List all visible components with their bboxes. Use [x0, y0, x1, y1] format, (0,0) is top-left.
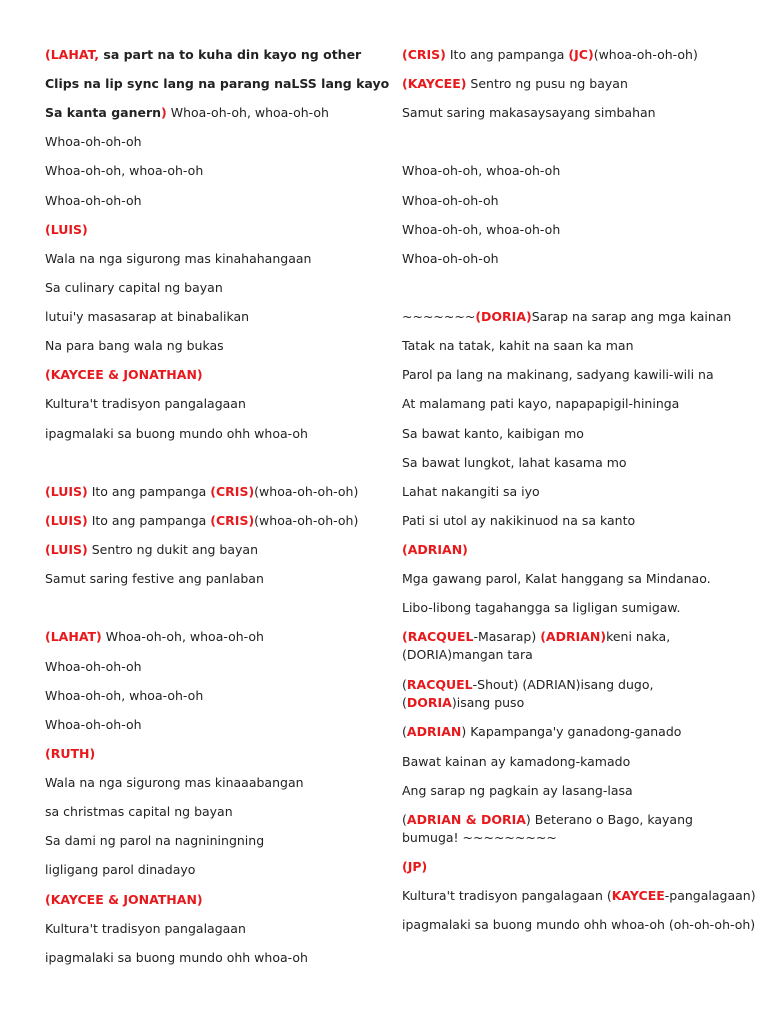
lyric-text: -Masarap) — [473, 629, 541, 644]
lyric-text: sa part na to kuha din kayo ng other — [103, 47, 362, 62]
lyric-line — [402, 395, 679, 413]
speaker-label: KAYCEE — [611, 888, 665, 903]
lyric-line — [45, 891, 203, 909]
speaker-label: (RUTH) — [45, 746, 96, 761]
lyric-text: Ang sarap ng pagkain ay lasang-lasa — [402, 783, 633, 798]
lyric-line — [45, 46, 361, 64]
lyric-text: keni naka, (DORIA)mangan tara — [402, 629, 671, 662]
lyric-text: ( — [402, 812, 407, 827]
lyric-line — [45, 425, 308, 443]
lyric-text: Clips na lip sync lang na parang naLSS lang kayo — [45, 76, 390, 91]
lyric-line — [402, 162, 560, 180]
lyric-text: Wala na nga sigurong mas kinahahangaan — [45, 251, 312, 266]
lyric-line — [45, 512, 358, 530]
lyric-line — [45, 716, 142, 734]
speaker-label: RACQUEL — [406, 677, 473, 692]
lyric-line — [45, 861, 195, 879]
speaker-label: (LUIS) — [45, 513, 88, 528]
speaker-label: (KAYCEE) — [402, 76, 467, 91]
speaker-label: (CRIS) — [402, 47, 446, 62]
lyric-line — [45, 395, 246, 413]
speaker-label: (LAHAT, — [45, 47, 104, 62]
lyric-text: Tatak na tatak, kahit na saan ka man — [402, 338, 634, 353]
lyric-text: Sa dami ng parol na nagniningning — [45, 833, 265, 848]
lyric-text: Whoa-oh-oh-oh — [45, 193, 142, 208]
lyric-line — [45, 949, 308, 967]
lyric-text: sa christmas capital ng bayan — [45, 804, 233, 819]
lyric-text: Whoa-oh-oh-oh — [45, 134, 142, 149]
lyric-line — [402, 192, 499, 210]
lyric-text: Samut saring makasaysayang simbahan — [402, 105, 656, 120]
lyric-text: Whoa-oh-oh, whoa-oh-oh — [101, 629, 264, 644]
speaker-label: (KAYCEE & JONATHAN) — [45, 367, 203, 382]
lyric-line — [402, 570, 711, 588]
lyric-line — [45, 920, 246, 938]
lyric-text: ( — [402, 677, 407, 692]
lyric-line — [402, 541, 468, 559]
speaker-label: (LUIS) — [45, 484, 88, 499]
lyric-text: Ito ang pampanga — [445, 47, 569, 62]
speaker-label: (LUIS) — [45, 222, 88, 237]
speaker-label: (RACQUEL — [402, 629, 474, 644]
speaker-label: (KAYCEE & JONATHAN) — [45, 892, 203, 907]
lyric-line — [45, 628, 264, 646]
speaker-label: (CRIS) — [210, 484, 255, 499]
lyric-line — [45, 832, 264, 850]
lyric-line — [45, 104, 329, 122]
lyric-line — [402, 337, 634, 355]
lyric-text: )isang puso — [451, 695, 525, 710]
lyric-text: ipagmalaki sa buong mundo ohh whoa-oh — [45, 950, 308, 965]
speaker-label: ADRIAN & DORIA — [406, 812, 526, 827]
lyric-line — [45, 483, 358, 501]
lyric-text: Whoa-oh-oh-oh — [402, 251, 499, 266]
lyric-text: Sa bawat lungkot, lahat kasama mo — [402, 455, 627, 470]
speaker-label: (CRIS) — [210, 513, 255, 528]
lyric-text: Whoa-oh-oh, whoa-oh-oh — [402, 163, 561, 178]
lyric-line — [45, 658, 142, 676]
lyric-text: Whoa-oh-oh-oh — [45, 717, 142, 732]
speaker-label: (LAHAT) — [45, 629, 102, 644]
lyric-text: ipagmalaki sa buong mundo ohh whoa-oh (oh-oh-oh-oh) — [402, 917, 756, 932]
lyric-line — [45, 337, 224, 355]
speaker-label: (LUIS) — [45, 542, 88, 557]
lyric-text: Kultura't tradisyon pangalagaan ( — [402, 888, 612, 903]
lyric-text: Ito ang pampanga — [87, 513, 211, 528]
lyric-text: Pati si utol ay nakikinuod na sa kanto — [402, 513, 636, 528]
lyric-line — [45, 774, 304, 792]
lyric-line — [402, 599, 680, 617]
lyric-line — [402, 366, 714, 384]
lyric-line — [402, 104, 656, 122]
lyric-text: Bawat kainan ay kamadong-kamado — [402, 754, 631, 769]
lyric-line — [45, 541, 258, 559]
speaker-label: (DORIA) — [475, 309, 532, 324]
lyric-line — [45, 745, 95, 763]
lyric-text: Whoa-oh-oh-oh — [402, 193, 499, 208]
lyric-text: Samut saring festive ang panlaban — [45, 571, 264, 586]
lyric-text: Wala na nga sigurong mas kinaaabangan — [45, 775, 304, 790]
lyric-line — [402, 723, 681, 741]
lyric-text: -pangalagaan) — [664, 888, 756, 903]
lyric-line — [402, 916, 755, 934]
lyric-text: (whoa-oh-oh-oh) — [593, 47, 698, 62]
lyric-text: ~~~~~~~ — [402, 309, 476, 324]
lyric-text: Sentro ng pusu ng bayan — [466, 76, 628, 91]
lyric-line — [45, 250, 311, 268]
lyric-line — [402, 782, 633, 800]
lyric-text: ipagmalaki sa buong mundo ohh whoa-oh — [45, 426, 308, 441]
lyric-line — [402, 512, 635, 530]
lyric-line — [45, 221, 88, 239]
lyric-line — [402, 46, 698, 64]
speaker-label: ADRIAN — [406, 724, 462, 739]
lyric-text: Sentro ng dukit ang bayan — [87, 542, 258, 557]
lyric-line — [402, 425, 584, 443]
lyric-text: ( — [402, 724, 407, 739]
lyric-text: Libo-libong tagahangga sa ligligan sumigaw. — [402, 600, 681, 615]
lyric-line — [45, 192, 142, 210]
lyric-text: Sarap na sarap ang mga kainan — [531, 309, 732, 324]
lyric-text: lutui'y masasarap at binabalikan — [45, 309, 250, 324]
speaker-label: ) — [161, 105, 167, 120]
lyric-line — [45, 687, 203, 705]
lyric-text: Sa kanta ganern — [45, 105, 162, 120]
lyric-line — [45, 803, 233, 821]
lyric-line — [402, 858, 427, 876]
lyric-text: Mga gawang parol, Kalat hanggang sa Mindanao. — [402, 571, 711, 586]
lyric-line — [45, 570, 264, 588]
lyric-text: Whoa-oh-oh, whoa-oh-oh — [402, 222, 561, 237]
lyric-line — [402, 628, 722, 664]
lyric-line — [45, 308, 249, 326]
lyric-text: Ito ang pampanga — [87, 484, 211, 499]
lyric-text: ) Kapampanga'y ganadong-ganado — [461, 724, 682, 739]
lyric-text: Sa culinary capital ng bayan — [45, 280, 223, 295]
lyric-text: Parol pa lang na makinang, sadyang kawili-wili na — [402, 367, 714, 382]
lyric-line — [402, 753, 630, 771]
lyric-text: Kultura't tradisyon pangalagaan — [45, 396, 246, 411]
lyric-text: Na para bang wala ng bukas — [45, 338, 224, 353]
lyric-text: -Shout) (ADRIAN)isang dugo, ( — [402, 677, 654, 710]
lyric-text: Lahat nakangiti sa iyo — [402, 484, 540, 499]
lyric-line — [45, 279, 223, 297]
speaker-label: (JC) — [568, 47, 594, 62]
lyric-text: ) Beterano o Bago, kayang bumuga! ~~~~~~~~~ — [402, 812, 693, 845]
lyric-line — [45, 366, 203, 384]
lyric-line — [45, 162, 203, 180]
lyric-line — [45, 75, 389, 93]
lyric-text: Whoa-oh-oh, whoa-oh-oh — [166, 105, 329, 120]
speaker-label: (ADRIAN) — [540, 629, 607, 644]
lyric-line — [402, 454, 627, 472]
lyric-line — [402, 221, 560, 239]
lyric-line — [402, 887, 756, 905]
lyric-line — [45, 133, 142, 151]
lyric-text: Whoa-oh-oh, whoa-oh-oh — [45, 688, 204, 703]
lyric-line — [402, 308, 731, 326]
speaker-label: (JP) — [402, 859, 428, 874]
lyric-text: Whoa-oh-oh, whoa-oh-oh — [45, 163, 204, 178]
lyric-text: (whoa-oh-oh-oh) — [254, 484, 359, 499]
lyric-text: ligligang parol dinadayo — [45, 862, 196, 877]
speaker-label: DORIA — [406, 695, 452, 710]
lyric-text: Whoa-oh-oh-oh — [45, 659, 142, 674]
lyric-line — [402, 676, 722, 712]
lyric-text: Kultura't tradisyon pangalagaan — [45, 921, 246, 936]
lyric-text: At malamang pati kayo, napapapigil-hininga — [402, 396, 680, 411]
lyric-line — [402, 250, 499, 268]
lyric-text: (whoa-oh-oh-oh) — [254, 513, 359, 528]
speaker-label: (ADRIAN) — [402, 542, 468, 557]
lyric-text: Sa bawat kanto, kaibigan mo — [402, 426, 584, 441]
lyric-line — [402, 811, 722, 847]
lyric-line — [402, 483, 540, 501]
lyric-line — [402, 75, 628, 93]
